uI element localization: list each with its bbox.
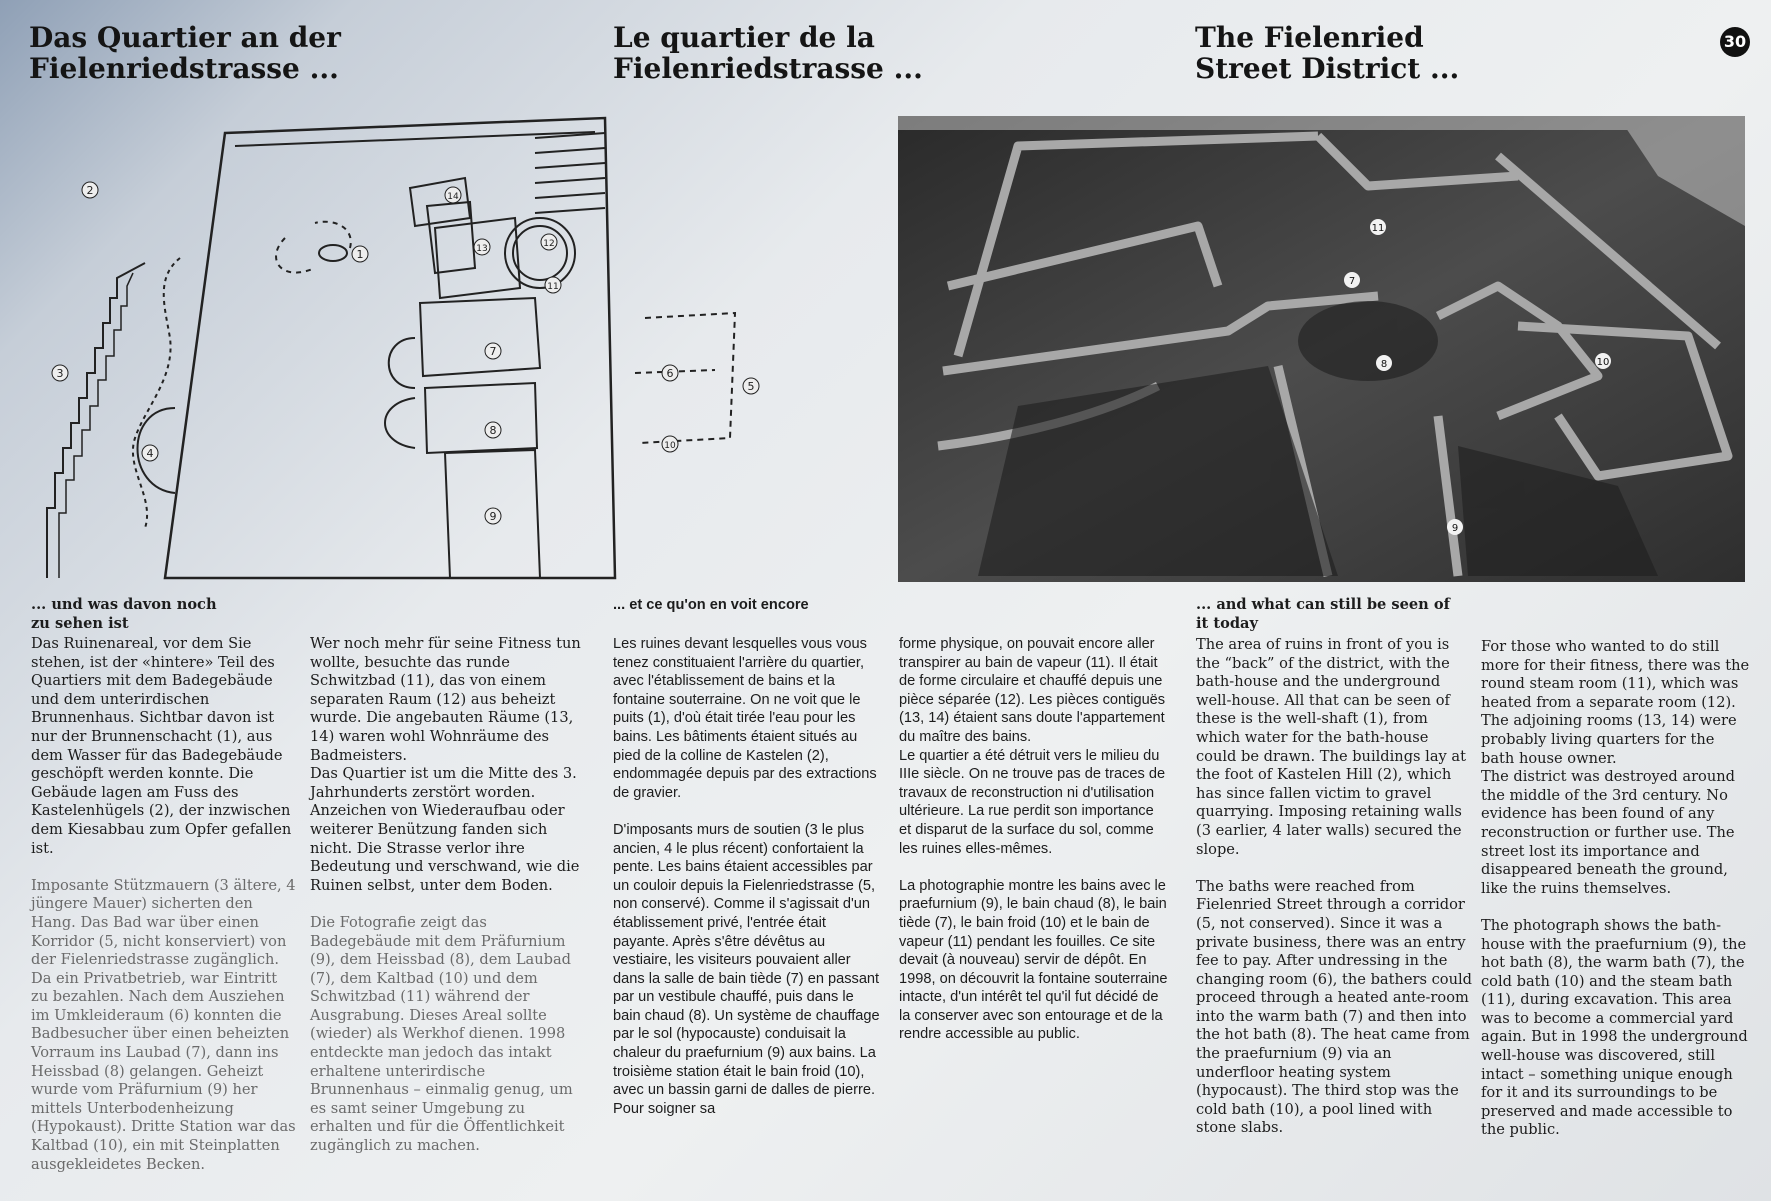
plan-label-14	[445, 187, 461, 203]
plan-label-11	[545, 277, 561, 293]
svg-text:9: 9	[489, 510, 497, 523]
paragraph: Imposante Stützmauern (3 ältere, 4 jüngere Mauer) sicherten den Hang. Das Bad war über einen Korridor (5, nicht konserviert) von der Fielenriedstrasse zugänglich. Da ein Privatbetrieb, war Eintritt zu bezahlen. Nach dem Ausziehen im Umkleideraum (6) konnten die Badbesucher über einen beheizten Vorraum ins Laubad (7), dann ins Heissbad (8) gelangen. Geheizt wurde vom Präfurnium (9) her mittels Unterbodenheizung (Hypokaust). Dritte Station war das Kaltbad (10), ein mit Steinplatten ausgekleidetes Becken.	[31, 876, 296, 1173]
plan-label-6	[662, 365, 678, 381]
paragraph: Das Ruinenareal, vor dem Sie stehen, ist der «hintere» Teil des Quartiers mit dem Badegebäude und dem unterirdischen Brunnenhaus. Sichtbar davon ist nur der Brunnenschacht (1), aus dem Wasser für das Badegebäude geschöpft werden konnte. Die Gebäude lagen am Fuss des Kastelenhügels (2), der inzwischen dem Kiesabbau zum Opfer gefallen ist.	[31, 635, 292, 857]
paragraph: forme physique, on pouvait encore aller transpirer au bain de vapeur (11). Il était de forme circulaire et chauffé depuis une pièce séparée (12). Les pièces contiguës (13, 14) étaient sans doute l'appartement du maître des bains.	[899, 636, 1166, 745]
svg-text:13: 13	[476, 244, 488, 254]
plan-label-12	[541, 234, 557, 250]
plan-label-2	[82, 182, 98, 198]
plan-label-3	[52, 365, 68, 381]
french-column-2	[899, 635, 1169, 1044]
plan-label-1	[352, 246, 368, 262]
heading-line: Le quartier de la	[613, 21, 875, 54]
subtitle-german: ... und was davon noch zu sehen ist	[31, 596, 217, 632]
plan-label-4	[142, 445, 158, 461]
heading-line: Fielenriedstrasse ...	[613, 52, 923, 85]
heading-english	[1195, 22, 1459, 84]
paragraph: Die Fotografie zeigt das Badegebäude mit dem Präfurnium (9), dem Heissbad (8), dem Laubad (7), dem Kaltbad (10) und dem Schwitzbad (11) während der Ausgrabung. Dieses Areal sollte (wieder) als Werkhof dienen. 1998 entdeckte man jedoch das intakt erhaltene unterirdische Brunnenhaus – einmalig genug, um es samt seiner Umgebung zu erhalten und für die Öffentlichkeit zugänglich zu machen.	[310, 913, 573, 1155]
paragraph: The baths were reached from Fielenried Street through a corridor (5, not conserved). Since it was a private business, there was an entry fee to pay. After undressing in the changing room (6), the bathers could proceed through a heated ante-room into the warm bath (7) and then into the hot bath (8). The heat came from the praefurnium (9) via an underfloor heating system (hypocaust). The third stop was the cold bath (10), a pool lined with stone slabs.	[1196, 877, 1472, 1137]
svg-text:11: 11	[547, 282, 559, 292]
photo-label-11	[1370, 219, 1386, 235]
paragraph: La photographie montre les bains avec le praefurnium (9), le bain chaud (8), le bain tiède (7), le bain froid (10) et le bain de vapeur (11) pendant les fouilles. Ce site devait (à nouveau) servir de dépôt. En 1998, on découvrit la fontaine souterraine intacte, d'un intérêt tel qu'il fut décidé de la conserver avec son entourage et de la rendre accessible au public.	[899, 877, 1168, 1043]
photo-label-9	[1447, 519, 1463, 535]
svg-text:9: 9	[1451, 523, 1459, 534]
subtitle-french: ... et ce qu'on en voit encore	[613, 597, 809, 613]
photo-label-8	[1376, 355, 1392, 371]
english-column-1	[1196, 636, 1472, 1138]
plan-label-13	[474, 239, 490, 255]
english-column-2	[1481, 638, 1751, 1140]
photo-label-7	[1344, 272, 1360, 288]
plan-label-7	[485, 343, 501, 359]
plan-label-10	[662, 436, 678, 452]
svg-text:8: 8	[1380, 359, 1388, 370]
german-column-1	[31, 635, 297, 1174]
paragraph: The photograph shows the bath-house with the praefurnium (9), the hot bath (8), the warm bath (7), the cold bath (10) and the steam bath (11), during excavation. This area was to become a commercial yard again. But in 1998 the underground well-house was discovered, still intact – something unique enough for it and its surroundings to be preserved and made accessible to the public.	[1481, 916, 1748, 1139]
paragraph: For those who wanted to do still more for their fitness, there was the round steam room (11), which was heated from a separate room (12). The adjoining rooms (13, 14) were probably living quarters for the bath house owner.	[1481, 638, 1750, 767]
svg-text:7: 7	[489, 345, 497, 358]
svg-text:11: 11	[1371, 223, 1385, 234]
svg-text:10: 10	[664, 441, 676, 451]
heading-line: The Fielenried	[1195, 21, 1424, 54]
paragraph: The district was destroyed around the middle of the 3rd century. No evidence has been found of any reconstruction or further use. The street lost its importance and disappeared beneath the ground, like the ruins themselves.	[1481, 768, 1735, 897]
svg-text:2: 2	[86, 184, 94, 197]
svg-text:10: 10	[1596, 357, 1610, 368]
svg-text:6: 6	[666, 367, 674, 380]
svg-text:14: 14	[447, 192, 459, 202]
svg-text:8: 8	[489, 424, 497, 437]
subtitle-english: ... and what can still be seen of it today	[1196, 596, 1450, 632]
svg-text:3: 3	[56, 367, 64, 380]
plan-label-9	[485, 508, 501, 524]
svg-text:4: 4	[146, 447, 154, 460]
paragraph: Das Quartier ist um die Mitte des 3. Jahrhunderts zerstört worden. Anzeichen von Wiederaufbau oder weiterer Benützung fanden sich nicht. Die Strasse verlor ihre Bedeutung und verschwand, wie die Ruinen selbst, unter dem Boden.	[310, 765, 580, 894]
svg-text:7: 7	[1348, 276, 1356, 287]
heading-line: Fielenriedstrasse ...	[29, 52, 339, 85]
panel-number-badge: 30	[1720, 27, 1750, 57]
site-plan-drawing	[15, 108, 795, 583]
heading-german	[29, 22, 341, 84]
svg-text:12: 12	[543, 239, 555, 249]
svg-text:5: 5	[747, 380, 755, 393]
paragraph: Les ruines devant lesquelles vous vous tenez constituaient l'arrière du quartier, avec l'établissement de bains et la fontaine souterraine. On ne voit que le puits (1), d'où était tirée l'eau pour les bains. Les bâtiments étaient situés au pied de la colline de Kastelen (2), endommagée depuis par des extractions de gravier.	[613, 636, 877, 801]
heading-line: Street District ...	[1195, 52, 1460, 85]
paragraph: The area of ruins in front of you is the “back” of the district, with the bath-house and the underground well-house. All that can be seen of these is the well-shaft (1), from which water for the bath-house could be drawn. The buildings lay at the foot of Kastelen Hill (2), which has since fallen victim to gravel quarrying. Imposing retaining walls (3 earlier, 4 later walls) secured the slope.	[1196, 636, 1466, 858]
plan-label-5	[743, 378, 759, 394]
paragraph: Le quartier a été détruit vers le milieu du IIIe siècle. On ne trouve pas de traces de travaux de reconstruction ni d'utilisation ultérieure. La rue perdit son importance et disparut de la surface du sol, comme les ruines elles-mêmes.	[899, 747, 1166, 857]
paragraph: D'imposants murs de soutien (3 le plus ancien, 4 le plus récent) confortaient la pente. Les bains étaient accessibles par un couloir depuis la Fielenriedstrasse (5, non conservé). Comme il s'agissait d'un établissement privé, l'entrée était payante. Après s'être dévêtus au vestiaire, les visiteurs pouvaient aller dans la salle de bain tiède (7) en passant par un vestibule chauffé, puis dans le bain chaud (8). Un système de chauffage par le sol (hypocauste) conduisait la chaleur du praefurnium (9) aux bains. La troisième station était le bain froid (10), avec un bassin garni de dalles de pierre. Pour soigner sa	[613, 821, 880, 1117]
excavation-photograph	[898, 116, 1745, 582]
french-column-1	[613, 635, 883, 1118]
paragraph: Wer noch mehr für seine Fitness tun wollte, besuchte das runde Schwitzbad (11), das von einem separaten Raum (12) aus beheizt wurde. Die angebauten Räume (13, 14) waren wohl Wohnräume des Badmeisters.	[310, 635, 581, 764]
heading-line: Das Quartier an der	[29, 21, 341, 54]
german-column-2	[310, 635, 582, 1156]
svg-text:1: 1	[356, 248, 364, 261]
plan-label-8	[485, 422, 501, 438]
heading-french	[613, 22, 923, 84]
photo-label-10	[1595, 353, 1611, 369]
